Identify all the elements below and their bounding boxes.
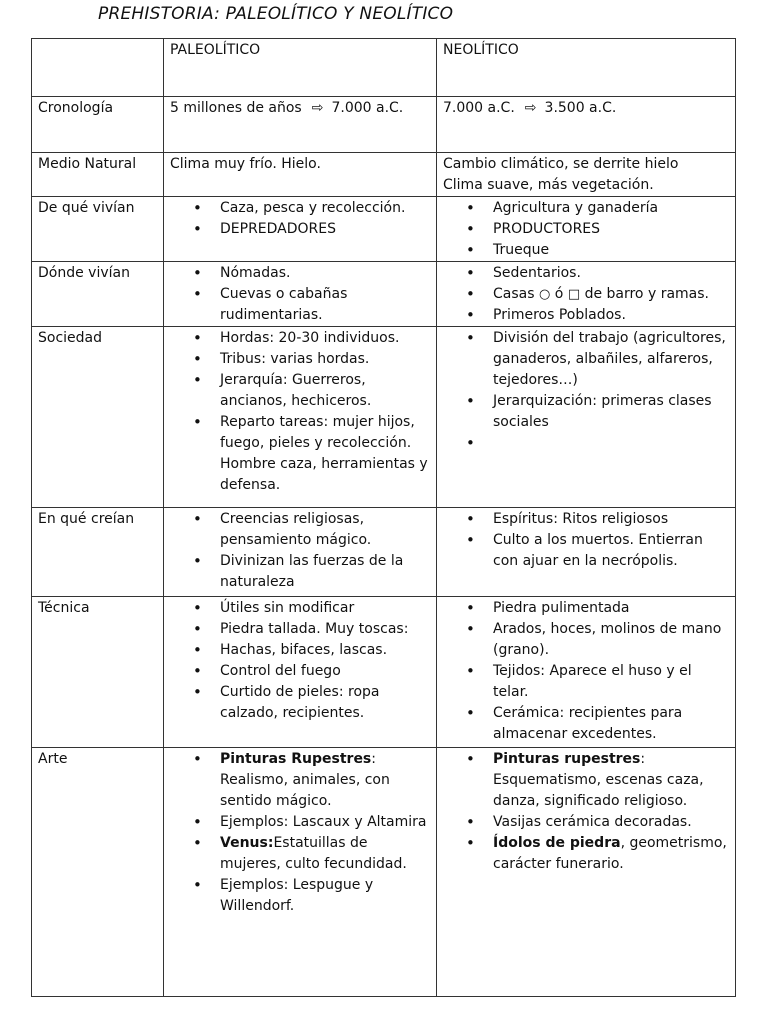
item-text: Vasijas cerámica decoradas. [493, 814, 692, 830]
item-text: : Realismo, animales, con sentido mágico. [220, 751, 390, 809]
list-item: • DEPREDADORES [170, 219, 430, 240]
arrow-right-outline-icon: ⇨ [524, 100, 537, 116]
row-label: En qué creían [32, 508, 164, 597]
bullet-list [170, 509, 430, 593]
arrow-right-outline-icon: ⇨ [311, 100, 324, 116]
list-item: • Tribus: varias hordas. [170, 349, 430, 370]
item-text: , geometrismo, carácter funerario. [493, 835, 727, 872]
list-item [170, 833, 430, 875]
paleo-cronologia-from: 5 millones de años [170, 100, 302, 116]
list-item: • Culto a los muertos. Entierran con ajuar en la necrópolis. [443, 530, 729, 572]
bold-term: Ídolos de piedra [493, 835, 621, 851]
header-paleolitico: PALEOLÍTICO [164, 39, 437, 97]
list-item [443, 433, 729, 454]
paleo-cell [164, 597, 437, 748]
row-label: Medio Natural [32, 153, 164, 197]
bullet-list [443, 598, 729, 745]
bullet-list [170, 749, 430, 917]
list-item [443, 812, 729, 833]
item-text: Ejemplos: Lespugue y Willendorf. [220, 877, 374, 914]
square-shape-icon: □ [567, 287, 581, 302]
list-item: • División del trabajo (agricultores, ganaderos, albañiles, alfareros, tejedores…) [443, 328, 729, 391]
row-sociedad [32, 327, 736, 508]
row-medio-natural [32, 153, 736, 197]
neo-cell [437, 327, 736, 508]
list-item: • Nómadas. [170, 263, 430, 284]
neo-cell [437, 262, 736, 327]
material-text: de barro y ramas. [584, 286, 709, 302]
list-item: • Cuevas o cabañas rudimentarias. [170, 284, 430, 326]
list-item: • Sedentarios. [443, 263, 729, 284]
bullet-list [170, 198, 430, 240]
paleo-cell [164, 262, 437, 327]
or-text: ó [554, 286, 564, 302]
neo-text-line: Cambio climático, se derrite hielo [443, 156, 679, 172]
neo-cronologia-from: 7.000 a.C. [443, 100, 515, 116]
list-item: • Trueque [443, 240, 729, 261]
neo-cell [437, 508, 736, 597]
row-label: Sociedad [32, 327, 164, 508]
bullet-list [443, 198, 729, 261]
neo-text-line: Clima suave, más vegetación. [443, 177, 654, 193]
neo-cell [437, 97, 736, 153]
header-row [32, 39, 736, 97]
bullet-list [443, 509, 729, 572]
row-label: Técnica [32, 597, 164, 748]
row-tecnica [32, 597, 736, 748]
list-item [170, 875, 430, 917]
header-empty-cell [32, 39, 164, 97]
list-item [443, 833, 729, 875]
bullet-list [170, 328, 430, 496]
list-item: • PRODUCTORES [443, 219, 729, 240]
list-item: • Jerarquía: Guerreros, ancianos, hechiceros. [170, 370, 430, 412]
casas-text: Casas [493, 286, 535, 302]
list-item: • Control del fuego [170, 661, 430, 682]
paleo-cell [164, 327, 437, 508]
bullet-list [443, 749, 729, 875]
bold-term: Pinturas Rupestres [220, 751, 372, 767]
list-item: • Curtido de pieles: ropa calzado, recipientes. [170, 682, 430, 724]
header-neolitico: NEOLÍTICO [437, 39, 736, 97]
list-item: • Jerarquización: primeras clases sociales [443, 391, 729, 433]
list-item: • Tejidos: Aparece el huso y el telar. [443, 661, 729, 703]
bullet-list [443, 328, 729, 454]
neo-cronologia-to: 3.500 a.C. [544, 100, 617, 116]
bullet-list [443, 263, 729, 326]
row-label: Arte [32, 748, 164, 997]
comparison-table [31, 38, 736, 997]
list-item: • Cerámica: recipientes para almacenar excedentes. [443, 703, 729, 745]
paleo-cell [164, 197, 437, 262]
neo-cell [437, 197, 736, 262]
row-label: De qué vivían [32, 197, 164, 262]
row-donde-vivian [32, 262, 736, 327]
list-item: • Piedra pulimentada [443, 598, 729, 619]
circle-shape-icon: ○ [538, 287, 551, 302]
paleo-cell [164, 748, 437, 997]
paleo-cell: Clima muy frío. Hielo. [164, 153, 437, 197]
paleo-cronologia-to: 7.000 a.C. [331, 100, 404, 116]
list-item [170, 812, 430, 833]
list-item: • Agricultura y ganadería [443, 198, 729, 219]
list-item: • Divinizan las fuerzas de la naturaleza [170, 551, 430, 593]
row-de-que-vivian [32, 197, 736, 262]
list-item: • Útiles sin modificar [170, 598, 430, 619]
list-item: • Arados, hoces, molinos de mano (grano). [443, 619, 729, 661]
list-item: • Piedra tallada. Muy toscas: [170, 619, 430, 640]
page-title: PREHISTORIA: PALEOLÍTICO Y NEOLÍTICO [98, 4, 454, 24]
bold-term: Venus: [220, 835, 274, 851]
item-text: Ejemplos: Lascaux y Altamira [220, 814, 427, 830]
neo-cell [437, 748, 736, 997]
paleo-cell [164, 508, 437, 597]
row-cronologia [32, 97, 736, 153]
list-item: • Hordas: 20-30 individuos. [170, 328, 430, 349]
bullet-list [170, 598, 430, 724]
neo-cell [437, 597, 736, 748]
item-text: Estatuillas de mujeres, culto fecundidad. [220, 835, 407, 872]
row-label: Dónde vivían [32, 262, 164, 327]
list-item: • Hachas, bifaces, lascas. [170, 640, 430, 661]
bold-term: Pinturas rupestres [493, 751, 641, 767]
list-item [443, 749, 729, 812]
row-en-que-creian [32, 508, 736, 597]
list-item [443, 284, 729, 305]
neo-cell [437, 153, 736, 197]
list-item: • Espíritus: Ritos religiosos [443, 509, 729, 530]
paleo-cell [164, 97, 437, 153]
row-arte [32, 748, 736, 997]
list-item: • Reparto tareas: mujer hijos, fuego, pieles y recolección. Hombre caza, herramientas y defensa. [170, 412, 430, 496]
bullet-list [170, 263, 430, 326]
list-item: • Primeros Poblados. [443, 305, 729, 326]
list-item [170, 749, 430, 812]
list-item: • Creencias religiosas, pensamiento mágico. [170, 509, 430, 551]
list-item: • Caza, pesca y recolección. [170, 198, 430, 219]
row-label: Cronología [32, 97, 164, 153]
item-text: : Esquematismo, escenas caza, danza, significado religioso. [493, 751, 704, 809]
